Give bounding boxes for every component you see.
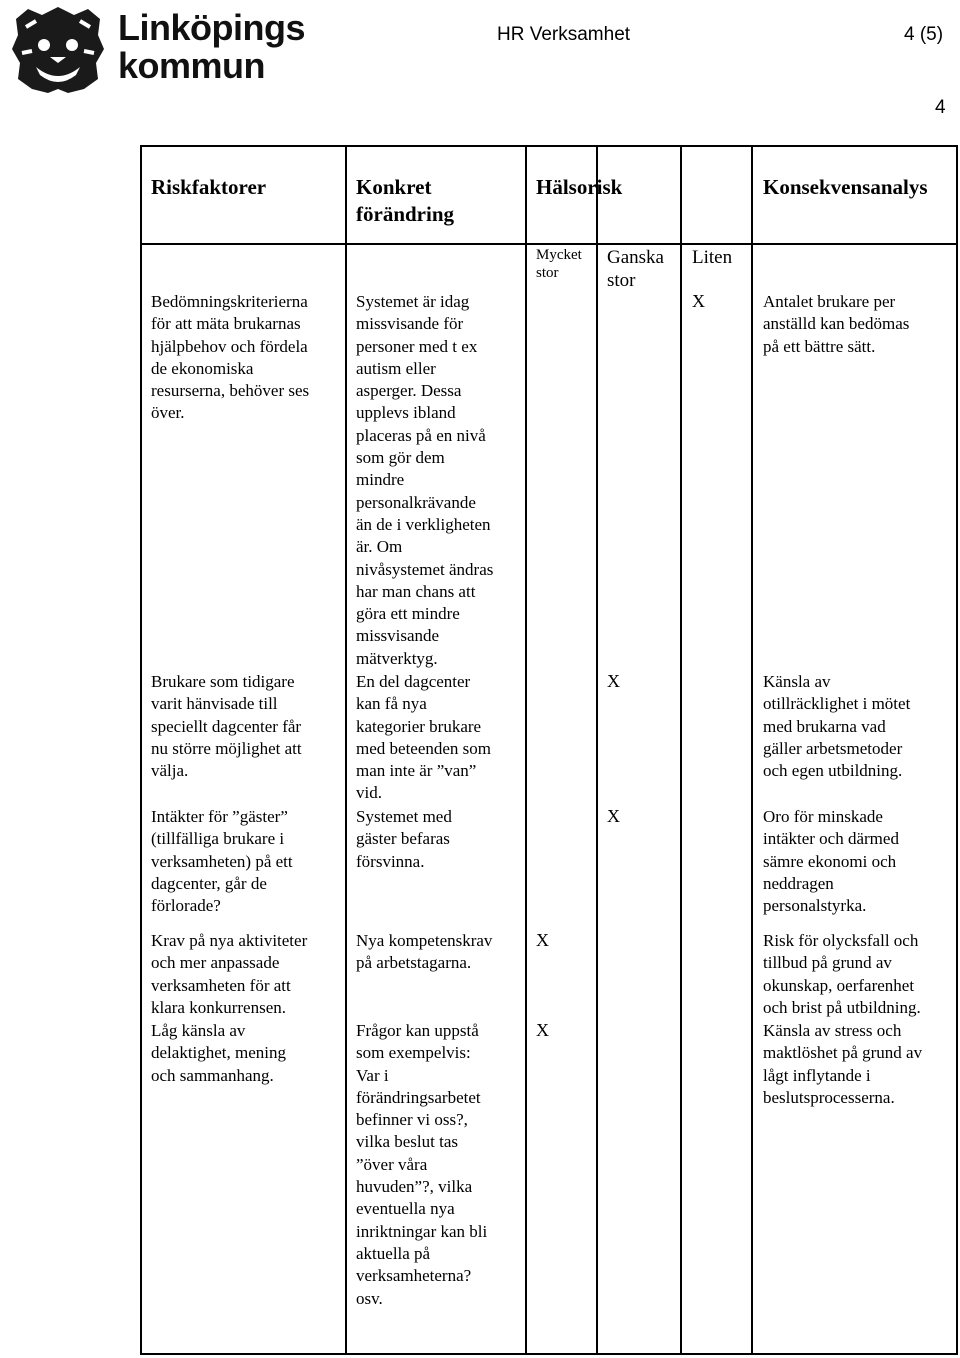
header-konkret-forandring: Konkret förändring — [356, 175, 455, 226]
row3-change: Systemet med gäster befaras försvinna. — [356, 807, 452, 871]
row1-consequence: Antalet brukare per anställd kan bedömas på ett bättre sätt. — [763, 292, 910, 356]
row5-consequence: Känsla av stress och maktlöshet på grund av lågt inflytande i beslutsprocesserna. — [763, 1021, 923, 1107]
column-divider-2 — [525, 145, 527, 1355]
row2-change: En del dagcenter kan få nya kategorier brukare med beteenden som man inte är ”van” vid. — [356, 672, 492, 803]
row1-liten-mark: X — [692, 291, 705, 311]
row5-change: Frågor kan uppstå som exempelvis: Var i förändringsarbetet befinner vi oss?, vilka beslut tas ”över våra huvuden”?, vilka eventuella nya inriktningar kan bli aktuella på verksamheterna? osv. — [356, 1021, 488, 1308]
row5-mycket-stor-mark: X — [536, 1020, 549, 1040]
row4-change: Nya kompetenskrav på arbetstagarna. — [356, 931, 493, 973]
subheader-ganska-stor: Ganska stor — [607, 247, 664, 291]
row5-risk: Låg känsla av delaktighet, mening och sammanhang. — [151, 1021, 287, 1085]
row2-ganska-stor-mark: X — [607, 671, 620, 691]
linkoping-logo — [6, 5, 341, 97]
subheader-mycket-stor: Mycket stor — [536, 247, 582, 281]
header-riskfaktorer: Riskfaktorer — [151, 175, 267, 199]
row2-consequence: Känsla av otillräcklighet i mötet med brukarna vad gäller arbetsmetoder och egen utbildning. — [763, 672, 911, 781]
column-divider-4 — [680, 145, 682, 1355]
row4-risk: Krav på nya aktiviteter och mer anpassade verksamheten för att klara konkurrensen. — [151, 931, 308, 1017]
column-divider-1 — [345, 145, 347, 1355]
logo-line-2: kommun — [118, 45, 266, 86]
row4-mycket-stor-mark: X — [536, 930, 549, 950]
header-konsekvensanalys: Konsekvensanalys — [763, 175, 928, 199]
column-divider-5 — [751, 145, 753, 1355]
row2-risk: Brukare som tidigare varit hänvisade till speciellt dagcenter får nu större möjlighet att välja. — [151, 672, 302, 781]
table-border-right — [956, 145, 958, 1355]
table-border-top — [140, 145, 958, 147]
header-halsorisk: Hälsorisk — [536, 175, 623, 199]
row1-risk: Bedömningskriterierna för att mäta brukarnas hjälpbehov och fördela de ekonomiska resurserna, behöver ses över. — [151, 292, 310, 423]
row3-risk: Intäkter för ”gäster” (tillfälliga brukare i verksamheten) på ett dagcenter, går de förlorade? — [151, 807, 293, 916]
row4-consequence: Risk för olycksfall och tillbud på grund av okunskap, oerfarenhet och brist på utbildning. — [763, 931, 921, 1017]
subheader-liten: Liten — [692, 247, 733, 268]
header-divider — [140, 243, 958, 245]
row1-change: Systemet är idag missvisande för personer med t ex autism eller asperger. Dessa upplevs ibland placeras på en nivå som gör dem mindre personalkrävande än de i verkligheten är. Om nivåsystemet ändras har man chans att göra ett mindre missvisande mätverktyg. — [356, 292, 494, 668]
logo-line-1: Linköpings — [118, 7, 305, 48]
page-indicator: 4 (5) — [904, 24, 944, 45]
lion-emblem-icon — [6, 5, 110, 97]
row3-consequence: Oro för minskade intäkter och därmed sämre ekonomi och neddragen personalstyrka. — [763, 807, 899, 916]
page-number: 4 — [935, 97, 946, 118]
table-border-bottom — [140, 1353, 958, 1355]
column-divider-3 — [596, 145, 598, 1355]
document-title: HR Verksamhet — [497, 24, 631, 45]
row3-ganska-stor-mark: X — [607, 806, 620, 826]
row-divider — [140, 922, 958, 923]
table-border-left — [140, 145, 142, 1355]
